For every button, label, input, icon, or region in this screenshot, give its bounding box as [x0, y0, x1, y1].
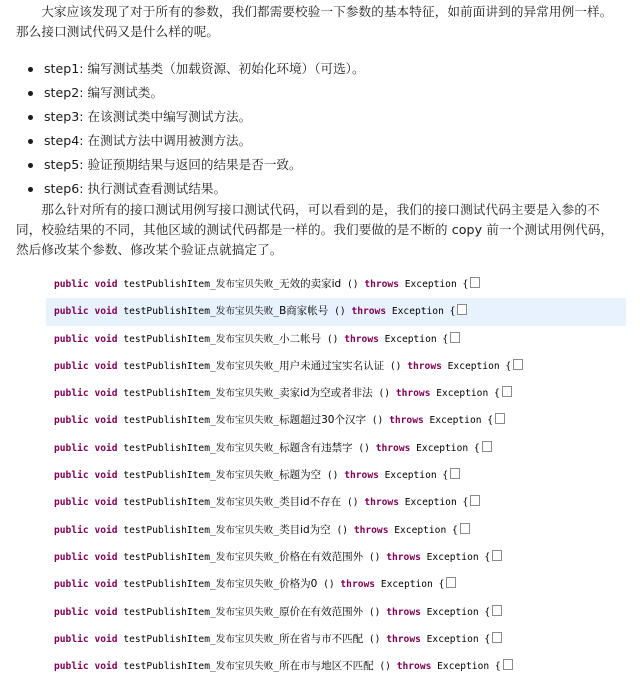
intro-paragraph: 大家应该发现了对于所有的参数，我们都需要校验一下参数的基本特征，如前面讲到的异常用例一样。那么接口测试代码又是什么样的呢。 — [16, 4, 613, 39]
code-line — [46, 380, 626, 407]
method-suffix: 卖家id为空或者非法 — [279, 387, 373, 400]
code-line — [46, 544, 626, 571]
method-suffix: 标题为空 — [279, 469, 322, 482]
code-line — [46, 653, 626, 680]
method-suffix: 无效的卖家id — [279, 278, 342, 290]
method-prefix: testPublishItem_发布宝贝失败_ — [123, 661, 280, 673]
return-type-keyword: void — [94, 306, 118, 318]
method-suffix: 类目id为空 — [279, 523, 331, 536]
return-type-keyword: void — [94, 661, 118, 673]
return-type-keyword: void — [94, 497, 118, 509]
method-suffix: 所在省与市不匹配 — [279, 632, 364, 645]
modifier-keyword: public — [54, 360, 89, 372]
method-params: () — [326, 333, 339, 345]
step-text: : 验证预期结果与返回的结果是否一致。 — [79, 157, 302, 172]
exception-type: Exception — [394, 524, 447, 536]
open-brace: { — [505, 360, 512, 372]
method-params: () — [371, 415, 384, 427]
return-type-keyword: void — [94, 388, 118, 400]
collapsed-code-box-icon[interactable] — [450, 332, 460, 343]
method-suffix: 类目id不存在 — [279, 496, 342, 509]
collapsed-code-box-icon[interactable] — [492, 632, 502, 643]
exception-type: Exception — [404, 279, 457, 290]
modifier-keyword: public — [54, 442, 89, 454]
method-params: () — [379, 661, 391, 673]
open-brace: { — [438, 579, 445, 591]
step-item — [0, 129, 365, 153]
collapsed-code-box-icon[interactable] — [492, 550, 502, 561]
code-line — [46, 271, 626, 298]
code-listing — [46, 271, 626, 680]
open-brace: { — [484, 551, 491, 563]
modifier-keyword: public — [54, 661, 89, 673]
collapsed-code-box-icon[interactable] — [450, 468, 460, 479]
method-suffix: 标题超过30个汉字 — [279, 414, 366, 427]
exception-type: Exception — [437, 661, 490, 673]
method-prefix: testPublishItem_发布宝贝失败_ — [123, 442, 280, 454]
method-suffix: 标题含有违禁字 — [279, 441, 353, 454]
method-prefix: testPublishItem_发布宝贝失败_ — [123, 333, 280, 345]
method-prefix: testPublishItem_发布宝贝失败_ — [123, 551, 280, 563]
method-prefix: testPublishItem_发布宝贝失败_ — [123, 579, 280, 591]
modifier-keyword: public — [54, 306, 89, 318]
return-type-keyword: void — [94, 470, 118, 482]
throws-keyword: throws — [344, 470, 379, 482]
modifier-keyword: public — [54, 606, 89, 618]
throws-keyword: throws — [351, 306, 387, 318]
step-text: : 在测试方法中调用被测方法。 — [79, 133, 252, 148]
return-type-keyword: void — [94, 606, 118, 618]
step-label: step4 — [44, 133, 80, 148]
open-brace: { — [452, 524, 458, 536]
code-line — [46, 599, 626, 626]
throws-keyword: throws — [407, 360, 442, 372]
throws-keyword: throws — [386, 633, 421, 645]
code-line — [46, 407, 626, 434]
exception-type: Exception — [404, 497, 457, 509]
code-line — [46, 517, 626, 544]
method-params: () — [346, 279, 359, 290]
exception-type: Exception — [384, 333, 437, 345]
return-type-keyword: void — [94, 524, 118, 536]
collapsed-code-box-icon[interactable] — [470, 277, 480, 288]
return-type-keyword: void — [94, 633, 118, 645]
open-brace: { — [484, 633, 491, 645]
method-prefix: testPublishItem_发布宝贝失败_ — [123, 360, 280, 372]
method-params: () — [368, 606, 381, 618]
steps-list — [0, 57, 365, 201]
step-text: : 编写测试类。 — [79, 85, 164, 100]
method-params: () — [336, 524, 349, 536]
method-prefix: testPublishItem_发布宝贝失败_ — [123, 497, 280, 509]
method-prefix: testPublishItem_发布宝贝失败_ — [123, 606, 280, 618]
step-text: : 执行测试查看测试结果。 — [79, 181, 227, 196]
collapsed-code-box-icon[interactable] — [495, 413, 505, 424]
collapsed-code-box-icon[interactable] — [482, 441, 492, 452]
collapsed-code-box-icon[interactable] — [446, 577, 456, 588]
return-type-keyword: void — [94, 579, 118, 591]
throws-keyword: throws — [395, 388, 431, 400]
collapsed-code-box-icon[interactable] — [492, 605, 502, 616]
throws-keyword: throws — [353, 524, 389, 536]
second-paragraph: 那么针对所有的接口测试用例写接口测试代码，可以看到的是，我们的接口测试代码主要是入参的不同，校验结果的不同，其他区域的测试代码都是一样的。我们要做的是不断的 copy 前一个测试用例代码，然后修改某个参数、修改某个验证点就搞定了。 — [16, 202, 614, 257]
modifier-keyword: public — [54, 415, 89, 427]
exception-type: Exception — [426, 551, 479, 563]
method-params: () — [323, 579, 335, 591]
open-brace: { — [442, 470, 449, 482]
step-item — [0, 153, 365, 177]
open-brace: { — [462, 497, 469, 509]
collapsed-code-box-icon[interactable] — [460, 523, 470, 534]
step-label: step2 — [44, 85, 80, 100]
bullet-icon — [28, 163, 33, 168]
modifier-keyword: public — [54, 551, 89, 563]
bullet-icon — [28, 115, 33, 120]
bullet-icon — [28, 67, 33, 72]
return-type-keyword: void — [94, 551, 118, 563]
step-label: step1 — [44, 61, 80, 76]
exception-type: Exception — [380, 579, 433, 591]
throws-keyword: throws — [386, 551, 421, 563]
method-params: () — [358, 442, 370, 454]
bullet-icon — [28, 139, 33, 144]
modifier-keyword: public — [54, 579, 89, 591]
code-line — [46, 298, 626, 325]
throws-keyword: throws — [389, 415, 424, 427]
modifier-keyword: public — [54, 279, 89, 290]
method-prefix: testPublishItem_发布宝贝失败_ — [123, 470, 280, 482]
modifier-keyword: public — [54, 497, 89, 509]
exception-type: Exception — [384, 470, 437, 482]
method-suffix: B商家帐号 — [279, 305, 329, 318]
method-suffix: 价格在有效范围外 — [279, 550, 364, 563]
throws-keyword: throws — [364, 279, 399, 290]
open-brace: { — [473, 442, 480, 454]
method-params: () — [368, 633, 381, 645]
throws-keyword: throws — [344, 333, 379, 345]
modifier-keyword: public — [54, 333, 89, 345]
exception-type: Exception — [426, 606, 479, 618]
method-suffix: 小二帐号 — [279, 332, 322, 345]
code-line — [46, 435, 626, 462]
method-suffix: 价格为0 — [279, 578, 318, 591]
method-params: () — [368, 551, 381, 563]
collapsed-code-box-icon[interactable] — [502, 386, 512, 397]
open-brace: { — [487, 415, 494, 427]
exception-type: Exception — [391, 306, 444, 318]
return-type-keyword: void — [94, 415, 118, 427]
open-brace: { — [449, 306, 456, 318]
method-prefix: testPublishItem_发布宝贝失败_ — [123, 633, 280, 645]
modifier-keyword: public — [54, 388, 89, 400]
open-brace: { — [442, 333, 449, 345]
collapsed-code-box-icon[interactable] — [457, 304, 467, 315]
throws-keyword: throws — [364, 497, 399, 509]
step-label: step3 — [44, 109, 80, 124]
exception-type: Exception — [426, 633, 479, 645]
open-brace: { — [494, 661, 501, 673]
throws-keyword: throws — [386, 606, 421, 618]
code-line — [46, 462, 626, 489]
method-suffix: 用户未通过宝实名认证 — [279, 359, 385, 372]
bullet-icon — [28, 187, 33, 192]
code-line — [46, 326, 626, 353]
method-suffix: 原价在有效范围外 — [279, 605, 364, 618]
method-suffix: 所在市与地区不匹配 — [279, 660, 374, 673]
open-brace: { — [462, 279, 469, 290]
step-label: step5 — [44, 157, 80, 172]
step-item — [0, 105, 365, 129]
modifier-keyword: public — [54, 470, 89, 482]
code-line — [46, 571, 626, 598]
step-label: step6 — [44, 181, 80, 196]
return-type-keyword: void — [94, 360, 118, 372]
code-line — [46, 489, 626, 516]
method-params: () — [334, 306, 346, 318]
code-line — [46, 626, 626, 653]
step-item — [0, 177, 365, 201]
return-type-keyword: void — [94, 279, 118, 290]
exception-type: Exception — [429, 415, 482, 427]
exception-type: Exception — [447, 360, 500, 372]
method-prefix: testPublishItem_发布宝贝失败_ — [123, 524, 280, 536]
exception-type: Exception — [436, 388, 489, 400]
collapsed-code-box-icon[interactable] — [470, 495, 480, 506]
method-params: () — [326, 470, 339, 482]
method-prefix: testPublishItem_发布宝贝失败_ — [123, 388, 280, 400]
step-text: : 在该测试类中编写测试方法。 — [79, 109, 252, 124]
modifier-keyword: public — [54, 633, 89, 645]
collapsed-code-box-icon[interactable] — [503, 659, 513, 670]
step-item — [0, 57, 365, 81]
collapsed-code-box-icon[interactable] — [513, 359, 523, 370]
throws-keyword: throws — [396, 661, 432, 673]
throws-keyword: throws — [340, 579, 376, 591]
method-params: () — [389, 360, 402, 372]
open-brace: { — [494, 388, 500, 400]
code-line — [46, 353, 626, 380]
step-item — [0, 81, 365, 105]
method-prefix: testPublishItem_发布宝贝失败_ — [123, 279, 280, 290]
throws-keyword: throws — [375, 442, 411, 454]
bullet-icon — [28, 91, 33, 96]
method-prefix: testPublishItem_发布宝贝失败_ — [123, 415, 280, 427]
method-params: () — [346, 497, 359, 509]
modifier-keyword: public — [54, 524, 89, 536]
open-brace: { — [484, 606, 491, 618]
step-text: : 编写测试基类（加载资源、初始化环境）（可选）。 — [79, 61, 365, 76]
return-type-keyword: void — [94, 333, 118, 345]
exception-type: Exception — [416, 442, 469, 454]
return-type-keyword: void — [94, 442, 118, 454]
method-prefix: testPublishItem_发布宝贝失败_ — [123, 306, 280, 318]
method-params: () — [378, 388, 391, 400]
